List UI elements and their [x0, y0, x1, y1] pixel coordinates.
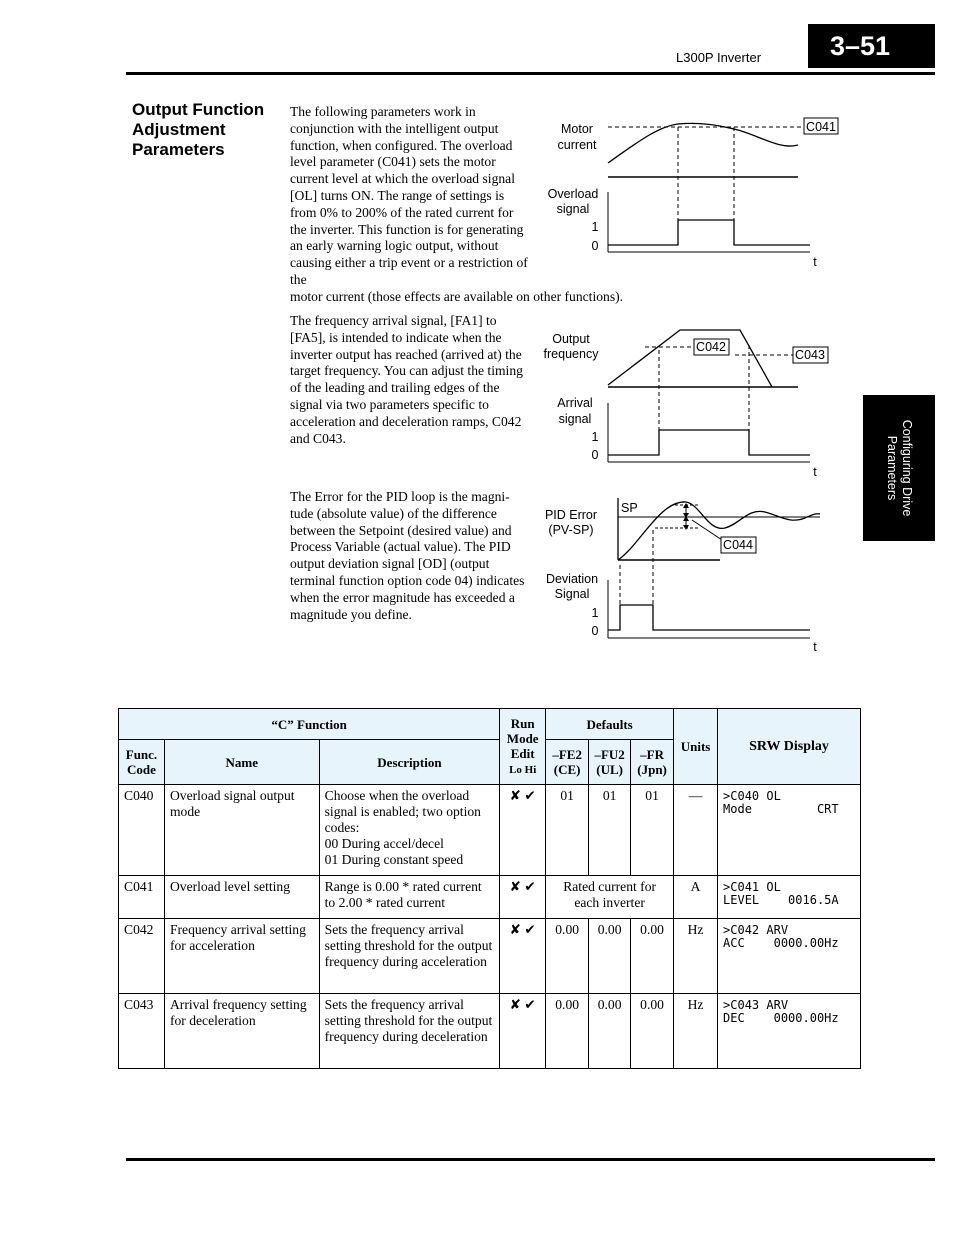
- run-mode-edit-cell: ✘ ✔: [500, 994, 546, 1069]
- default-fr-cell: 01: [631, 785, 674, 876]
- srw-display-cell: >C042 ARV ACC 0000.00Hz: [718, 919, 861, 994]
- c044-leader-line: [692, 520, 722, 540]
- setpoint-label: SP: [621, 501, 638, 515]
- header-func-code: [119, 740, 165, 785]
- header-srw-display: SRW Display: [718, 709, 861, 785]
- default-fu2-cell: 0.00: [589, 919, 631, 994]
- motor-current-label-2: current: [557, 138, 597, 152]
- header-defaults: Defaults: [546, 709, 674, 740]
- paragraph-pid-deviation: The Error for the PID loop is the magni-tude (absolute value) of the difference between the Setpoint (desired value) and Process Variable (actual value). The PID output deviation signal [OD] (output terminal function option code 04) indicates when the error magnitude has exceeded a magnitude you define.: [290, 489, 525, 622]
- motor-current-curve: [608, 123, 798, 163]
- pid-response-curve: [618, 502, 820, 560]
- arrival-signal-label-1: Arrival: [557, 396, 593, 410]
- func-code-cell: C041: [119, 876, 165, 919]
- run-mode-edit-cell: ✘ ✔: [500, 919, 546, 994]
- table-row: [119, 785, 861, 876]
- func-code-cell: C042: [119, 919, 165, 994]
- func-code-cell: C040: [119, 785, 165, 876]
- time-label: t: [813, 640, 817, 654]
- header-fu2-1: –FU2: [594, 747, 625, 762]
- pid-error-label-1: PID Error: [544, 508, 598, 522]
- header-func-code-1: Func.: [125, 747, 158, 762]
- overload-signal-label-1: Overload: [547, 187, 599, 201]
- default-fu2-cell: 01: [589, 785, 631, 876]
- c042-tag: C042: [696, 340, 726, 354]
- name-cell: Arrival frequency setting for deceleration: [164, 994, 319, 1069]
- table-row: [119, 876, 861, 919]
- arrow-down-icon: [683, 525, 689, 530]
- header-fe2: [546, 740, 589, 785]
- header-fr: [631, 740, 674, 785]
- header-units: Units: [674, 709, 718, 785]
- run-mode-edit-cell: ✘ ✔: [500, 785, 546, 876]
- srw-display-cell: >C040 OL Mode CRT: [718, 785, 861, 876]
- description-cell: Range is 0.00 * rated current to 2.00 * rated current: [319, 876, 500, 919]
- footer-rule: [126, 1158, 935, 1161]
- defaults-merged-cell: Rated current for each inverter: [546, 876, 674, 919]
- logic-one-label: 1: [591, 220, 599, 234]
- units-cell: Hz: [674, 994, 718, 1069]
- description-cell: [319, 785, 500, 876]
- header-fr-2: (Jpn): [637, 762, 667, 777]
- header-run-3: Edit: [510, 745, 535, 761]
- header-run-mode-edit: [500, 709, 546, 785]
- deviation-signal-label-2: Signal: [554, 587, 590, 601]
- name-cell: Overload level setting: [164, 876, 319, 919]
- motor-current-label-1: Motor: [561, 122, 593, 136]
- header-fe2-1: –FE2: [552, 747, 582, 762]
- paragraph-frequency-arrival: The frequency arrival signal, [FA1] to [FA5], is intended to indicate when the inverter output has reached (arrived at) the target frequency. You can adjust the timing of the leading and trailing edges of the signal via two parameters specific to acceleration and deceleration ramps, C042 and C043.: [290, 313, 523, 446]
- c-function-parameter-table: [118, 708, 861, 1069]
- header-name: Name: [164, 740, 319, 785]
- frequency-arrival-timing-diagram: [538, 325, 838, 480]
- logic-zero-label: 0: [591, 239, 599, 253]
- deviation-signal-waveform: [608, 605, 810, 630]
- c044-tag: C044: [723, 538, 753, 552]
- header-fu2: [589, 740, 631, 785]
- page-number: 3–51: [808, 24, 935, 68]
- option-code-01: 01 During constant speed: [324, 852, 464, 867]
- srw-display-cell: >C041 OL LEVEL 0016.5A: [718, 876, 861, 919]
- header-func-code-2: Code: [127, 762, 156, 777]
- header-run-1: Run: [510, 715, 535, 731]
- output-frequency-label-2: frequency: [543, 347, 599, 361]
- deviation-signal-label-1: Deviation: [545, 572, 599, 586]
- header-fr-1: –FR: [640, 747, 664, 762]
- logic-zero-label: 0: [591, 448, 599, 462]
- srw-display-cell: >C043 ARV DEC 0000.00Hz: [718, 994, 861, 1069]
- header-fu2-2: (UL): [596, 762, 623, 777]
- time-label: t: [813, 465, 817, 479]
- run-mode-edit-cell: ✘ ✔: [500, 876, 546, 919]
- side-tab-line-2: Parameters: [885, 435, 899, 501]
- section-heading: Output Function Adjustment Parameters: [132, 100, 265, 159]
- header-description: Description: [319, 740, 500, 785]
- header-run-4: Lo Hi: [509, 763, 537, 776]
- overload-signal-waveform: [608, 220, 810, 245]
- output-frequency-ramp: [608, 330, 772, 387]
- output-frequency-label-1: Output: [552, 332, 590, 346]
- default-fe2-cell: 01: [546, 785, 589, 876]
- table-row: [119, 994, 861, 1069]
- option-code-00: 00 During accel/decel: [324, 836, 444, 851]
- header-run-2: Mode: [506, 730, 539, 746]
- arrow-up-icon: [683, 503, 689, 508]
- overload-signal-label-2: signal: [556, 202, 590, 216]
- units-cell: —: [674, 785, 718, 876]
- func-code-cell: C043: [119, 994, 165, 1069]
- chapter-side-tab: [863, 395, 935, 541]
- description-text: Choose when the overload signal is enabled; two option codes:: [324, 788, 481, 835]
- units-cell: Hz: [674, 919, 718, 994]
- header-rule: [126, 72, 935, 75]
- c043-tag: C043: [795, 348, 825, 362]
- default-fr-cell: 0.00: [631, 994, 674, 1069]
- c041-tag: C041: [806, 120, 836, 134]
- pid-error-label-2: (PV-SP): [548, 523, 594, 537]
- arrival-signal-label-2: signal: [558, 412, 592, 426]
- paragraph-overload-tail: motor current (those effects are available on other functions).: [290, 289, 624, 304]
- logic-zero-label: 0: [591, 624, 599, 638]
- default-fe2-cell: 0.00: [546, 994, 589, 1069]
- header-c-function: “C” Function: [119, 709, 500, 740]
- logic-one-label: 1: [591, 430, 599, 444]
- side-tab-line-1: Configuring Drive: [900, 419, 914, 517]
- running-header-product: L300P Inverter: [676, 50, 762, 65]
- default-fe2-cell: 0.00: [546, 919, 589, 994]
- arrival-signal-waveform: [608, 430, 810, 455]
- description-cell: Sets the frequency arrival setting threshold for the output frequency during deceleration: [319, 994, 500, 1069]
- paragraph-overload: The following parameters work in conjunction with the intelligent output function, when configured. The overload level parameter (C041) sets the motor current level at which the overload signal [OL] turns ON. The range of settings is from 0% to 200% of the rated current for the inverter. This function is for generating an early warning logic output, without causing either a trip event or a restriction of the: [290, 104, 528, 287]
- default-fu2-cell: 0.00: [589, 994, 631, 1069]
- default-fr-cell: 0.00: [631, 919, 674, 994]
- units-cell: A: [674, 876, 718, 919]
- header-fe2-2: (CE): [553, 762, 581, 777]
- description-cell: Sets the frequency arrival setting threshold for the output frequency during acceleration: [319, 919, 500, 994]
- pid-deviation-timing-diagram: [538, 495, 838, 655]
- name-cell: Frequency arrival setting for acceleration: [164, 919, 319, 994]
- table-row: [119, 919, 861, 994]
- time-label: t: [813, 255, 817, 269]
- overload-timing-diagram: [538, 112, 838, 272]
- logic-one-label: 1: [591, 606, 599, 620]
- name-cell: Overload signal output mode: [164, 785, 319, 876]
